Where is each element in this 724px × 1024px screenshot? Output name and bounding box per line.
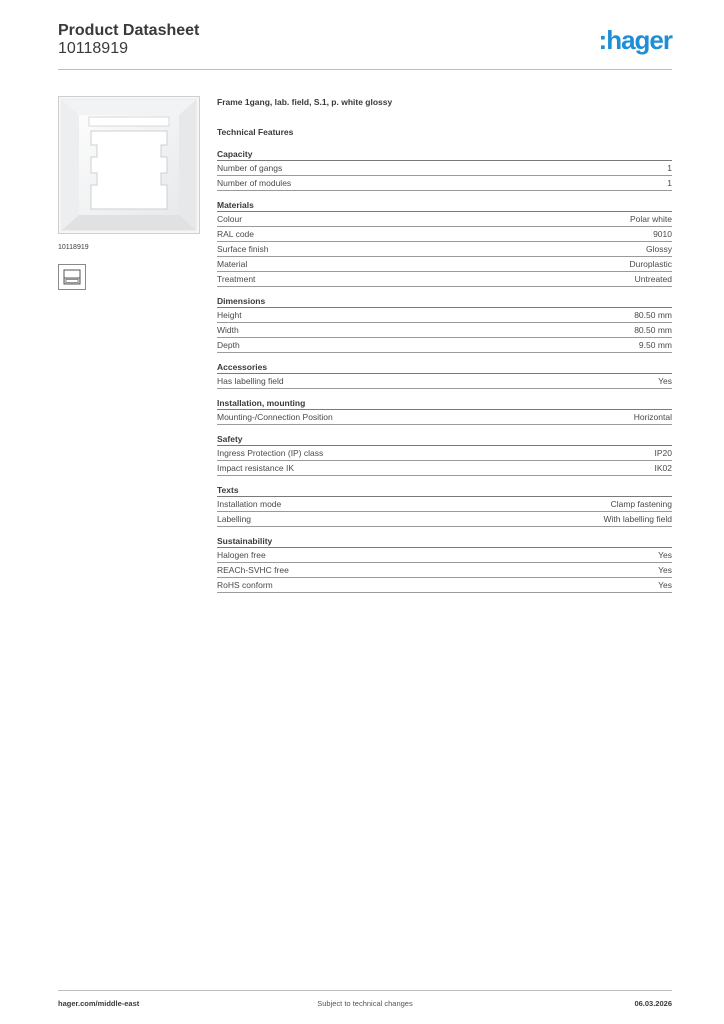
spec-row: [217, 410, 672, 425]
section-texts: [217, 484, 672, 527]
section-accessories: [217, 361, 672, 389]
part-number: 10118919: [58, 40, 128, 57]
section-title: Materials: [217, 199, 672, 212]
frame-illustration: [59, 97, 199, 233]
spec-value: 1: [667, 178, 672, 188]
hager-logo: :hager: [598, 25, 672, 55]
section-sustainability: [217, 535, 672, 593]
section-materials: [217, 199, 672, 287]
spec-row: [217, 497, 672, 512]
product-thumbnail[interactable]: [58, 264, 86, 290]
section-title: Installation, mounting: [217, 397, 672, 410]
spec-row: [217, 161, 672, 176]
spec-value: Glossy: [646, 244, 672, 254]
spec-label: Number of gangs: [217, 163, 283, 173]
section-title: Dimensions: [217, 295, 672, 308]
spec-row: [217, 227, 672, 242]
spec-row: [217, 446, 672, 461]
spec-value: Untreated: [634, 274, 672, 284]
section-title: Texts: [217, 484, 672, 497]
spec-row: [217, 212, 672, 227]
section-title: Capacity: [217, 148, 672, 161]
spec-label: Material: [217, 259, 248, 269]
spec-label: REACh-SVHC free: [217, 565, 289, 575]
spec-value: 9010: [653, 229, 672, 239]
product-name: Frame 1gang, lab. field, S.1, p. white glossy: [217, 97, 393, 107]
footer-date: 06.03.2026: [634, 999, 672, 1008]
section-dimensions: [217, 295, 672, 353]
section-title: Accessories: [217, 361, 672, 374]
frame-thumbnail-icon: [59, 265, 85, 289]
spec-row: [217, 242, 672, 257]
page-footer: [58, 990, 672, 1010]
spec-label: Impact resistance IK: [217, 463, 295, 473]
spec-value: IP20: [654, 448, 672, 458]
spec-value: Yes: [658, 580, 672, 590]
spec-row: [217, 257, 672, 272]
spec-value: 1: [667, 163, 672, 173]
spec-row: [217, 272, 672, 287]
section-safety: [217, 433, 672, 476]
footer-disclaimer: Subject to technical changes: [317, 999, 413, 1008]
spec-row: [217, 374, 672, 389]
section-installation-mounting: [217, 397, 672, 425]
spec-value: Horizontal: [633, 412, 672, 422]
spec-label: Labelling: [217, 514, 252, 524]
spec-label: Halogen free: [217, 550, 266, 560]
spec-value: IK02: [654, 463, 672, 473]
spec-label: RoHS conform: [217, 580, 273, 590]
spec-value: 80.50 mm: [634, 310, 672, 320]
features-heading: Technical Features: [217, 127, 294, 137]
spec-value: Duroplastic: [629, 259, 672, 269]
spec-value: Yes: [658, 376, 672, 386]
spec-row: [217, 563, 672, 578]
spec-row: [217, 548, 672, 563]
spec-row: [217, 338, 672, 353]
spec-row: [217, 308, 672, 323]
spec-label: Treatment: [217, 274, 256, 284]
section-title: Safety: [217, 433, 672, 446]
spec-label: RAL code: [217, 229, 255, 239]
spec-label: Number of modules: [217, 178, 292, 188]
spec-value: Yes: [658, 550, 672, 560]
spec-value: Yes: [658, 565, 672, 575]
feature-sections: [217, 148, 672, 593]
spec-label: Depth: [217, 340, 240, 350]
spec-label: Installation mode: [217, 499, 282, 509]
spec-value: With labelling field: [603, 514, 672, 524]
page-header: [58, 22, 672, 70]
page-title: Product Datasheet: [58, 22, 200, 39]
spec-row: [217, 323, 672, 338]
spec-value: Clamp fastening: [610, 499, 672, 509]
spec-label: Mounting-/Connection Position: [217, 412, 333, 422]
product-image: [58, 96, 200, 234]
spec-value: Polar white: [629, 214, 672, 224]
spec-value: 9.50 mm: [638, 340, 672, 350]
spec-label: Width: [217, 325, 239, 335]
spec-label: Colour: [217, 214, 243, 224]
image-caption: 10118919: [58, 244, 89, 251]
spec-value: 80.50 mm: [634, 325, 672, 335]
spec-row: [217, 461, 672, 476]
section-capacity: [217, 148, 672, 191]
datasheet-main: [217, 96, 672, 601]
spec-row: [217, 176, 672, 191]
spec-row: [217, 512, 672, 527]
spec-row: [217, 578, 672, 593]
spec-label: Ingress Protection (IP) class: [217, 448, 324, 458]
spec-label: Has labelling field: [217, 376, 284, 386]
section-title: Sustainability: [217, 535, 672, 548]
footer-website: hager.com/middle-east: [58, 999, 140, 1008]
spec-label: Surface finish: [217, 244, 269, 254]
spec-label: Height: [217, 310, 242, 320]
